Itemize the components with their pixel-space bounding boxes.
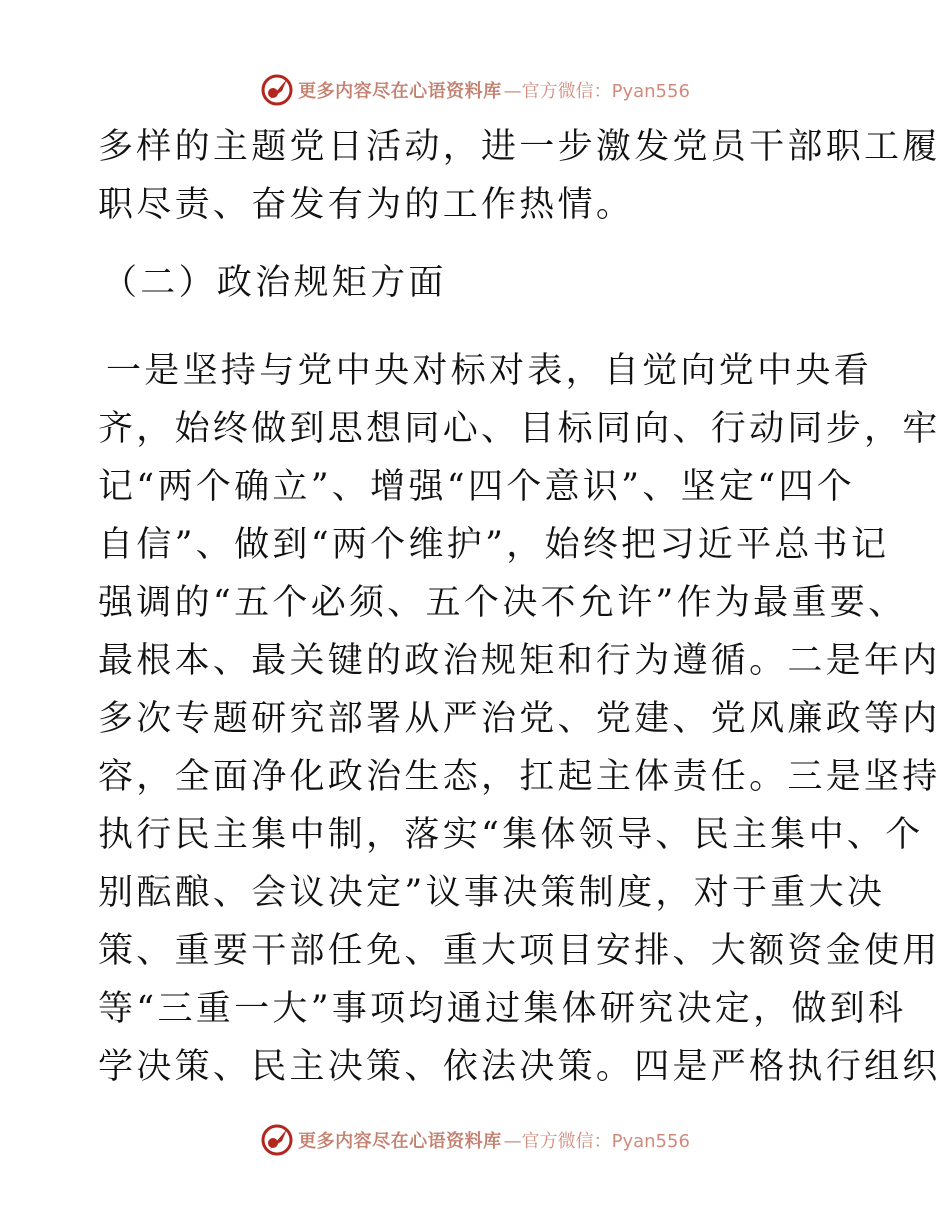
body-line: 齐，始终做到思想同心、目标同向、行动同步，牢: [98, 409, 941, 449]
body-line: 记“两个确立”、增强“四个意识”、坚定“四个: [98, 467, 856, 507]
footer-banner-text: 更多内容尽在心语资料库: [298, 1131, 502, 1152]
body-line: 最根本、最关键的政治规矩和行为遵循。二是年内: [98, 641, 941, 681]
body-line: 多次专题研究部署从严治党、党建、党风廉政等内: [98, 699, 941, 739]
header-banner-contact: —官方微信：Pyan556: [503, 81, 690, 102]
feather-logo-icon: [260, 1123, 294, 1157]
feather-logo-icon: [260, 73, 294, 107]
body-line: 学决策、民主决策、依法决策。四是严格执行组织: [98, 1047, 941, 1087]
body-line: 策、重要干部任免、重大项目安排、大额资金使用: [98, 931, 941, 971]
body-line: 执行民主集中制，落实“集体领导、民主集中、个: [98, 815, 924, 855]
footer-watermark-banner: [0, 1118, 950, 1162]
body-line: 自信”、做到“两个维护”，始终把习近平总书记: [98, 525, 890, 565]
body-line: 等“三重一大”事项均通过集体研究决定，做到科: [98, 989, 907, 1029]
header-watermark-banner: [0, 68, 950, 112]
body-line: 一是坚持与党中央对标对表，自觉向党中央看: [106, 351, 873, 391]
document-body: [98, 118, 941, 1096]
body-line: 容，全面净化政治生态，扛起主体责任。三是坚持: [98, 757, 941, 797]
body-line: 职尽责、奋发有为的工作热情。: [98, 185, 635, 225]
body-line: 多样的主题党日活动，进一步激发党员干部职工履: [98, 127, 941, 167]
footer-banner-contact: —官方微信：Pyan556: [503, 1131, 690, 1152]
section-heading: （二）政治规矩方面: [102, 263, 447, 303]
body-line: 别酝酿、会议决定”议事决策制度，对于重大决: [98, 873, 886, 913]
header-banner-text: 更多内容尽在心语资料库: [298, 81, 502, 102]
body-line: 强调的“五个必须、五个决不允许”作为最重要、: [98, 583, 907, 623]
